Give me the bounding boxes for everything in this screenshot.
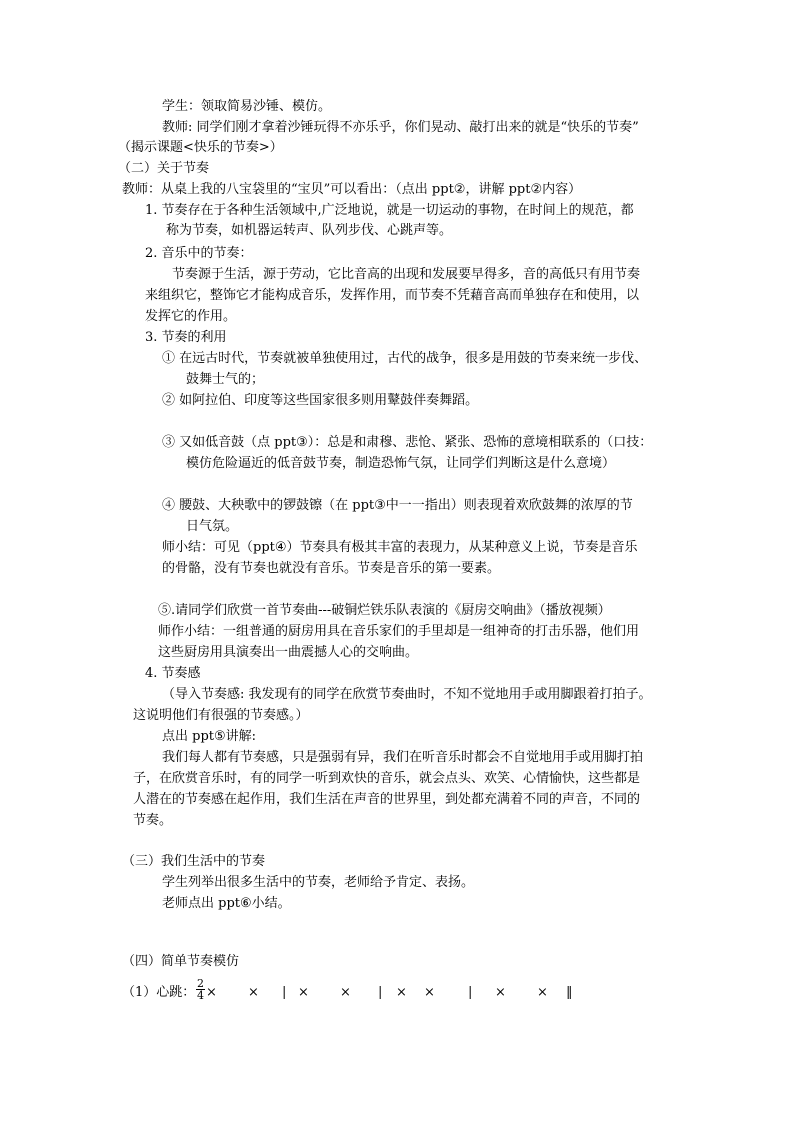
- beat: ×: [206, 985, 217, 1000]
- list-item: 3. 节奏的利用: [145, 330, 227, 345]
- text-line: 点出 ppt⑤讲解:: [162, 729, 257, 744]
- time-signature: [196, 978, 206, 1001]
- list-item: 4. 节奏感: [145, 666, 201, 681]
- beat: ×: [340, 985, 351, 1000]
- text-line: 人潜在的节奏感在起作用，我们生活在声音的世界里，到处都充满着不同的声音，不同的: [133, 792, 641, 807]
- beat: ×: [298, 985, 309, 1000]
- beat: ×: [396, 985, 407, 1000]
- section-heading: （二）关于节奏: [118, 161, 210, 176]
- bar-line: |: [468, 985, 473, 1000]
- text-line: 称为节奏，如机器运转声、队列步伐、心跳声等。: [166, 223, 453, 238]
- sub-item: ③ 又如低音鼓（点 ppt③）：总是和肃穆、悲怆、紧张、恐怖的意境相联系的（口技：: [162, 435, 653, 450]
- text-line: 鼓舞士气的；: [186, 372, 265, 387]
- text-line: 的骨骼，没有节奏也就没有音乐。节奏是音乐的第一要素。: [162, 561, 501, 576]
- bar-line: |: [282, 985, 287, 1000]
- beat: ×: [495, 985, 506, 1000]
- sub-item: ④ 腰鼓、大秧歌中的锣鼓镲（在 ppt③中一一指出）则表现着欢欣鼓舞的浓厚的节: [162, 498, 633, 513]
- final-bar-line: ‖: [566, 985, 573, 1000]
- rhythm-label: （1）心跳：: [122, 985, 196, 1000]
- section-heading: （三）我们生活中的节奏: [122, 854, 266, 869]
- text-line: 这说明他们有很强的节奏感。）: [133, 708, 309, 723]
- section-heading: （四）简单节奏模仿: [122, 954, 240, 969]
- text-line: 师小结：可见（ppt④）节奏具有极其丰富的表现力，从某种意义上说，节奏是音乐: [162, 540, 638, 555]
- beat: ×: [424, 985, 435, 1000]
- beat: ×: [537, 985, 548, 1000]
- text-line: 日气氛。: [186, 519, 239, 534]
- bar-line: |: [378, 985, 383, 1000]
- text-line: （揭示课题<快乐的节奏>）: [118, 140, 283, 155]
- time-sig-bottom: 4: [197, 989, 204, 1002]
- text-line: （导入节奏感: 我发现有的同学在欣赏节奏曲时，不知不觉地用手或用脚跟着打拍子。: [162, 687, 652, 702]
- time-sig-top: 2: [197, 977, 204, 990]
- text-line: 学生：领取简易沙锤、模仿。: [162, 99, 332, 114]
- list-item: 2. 音乐中的节奏：: [145, 246, 253, 261]
- text-line: 模仿危险逼近的低音鼓节奏，制造恐怖气氛，让同学们判断这是什么意境）: [186, 456, 616, 471]
- text-line: 教师：从桌上我的八宝袋里的“宝贝”可以看出：（点出 ppt②，讲解 ppt②内容）: [122, 182, 582, 197]
- text-line: 发挥它的作用。: [145, 309, 237, 324]
- text-line: 老师点出 ppt⑥小结。: [162, 896, 291, 911]
- text-line: 我们每人都有节奏感，只是强弱有异，我们在听音乐时都会不自觉地用手或用脚打拍: [162, 750, 644, 765]
- text-line: 节奏源于生活，源于劳动，它比音高的出现和发展要早得多，音的高低只有用节奏: [172, 267, 641, 282]
- text-line: ⑤.请同学们欣赏一首节奏曲---破铜烂铁乐队表演的《厨房交响曲》（播放视频）: [158, 603, 611, 618]
- text-line: 这些厨房用具演奏出一曲震撼人心的交响曲。: [158, 645, 419, 660]
- text-line: 子，在欣赏音乐时，有的同学一听到欢快的音乐，就会点头、欢笑、心情愉快，这些都是: [133, 771, 641, 786]
- text-line: 教师: 同学们刚才拿着沙锤玩得不亦乐乎，你们晃动、敲打出来的就是“快乐的节奏”: [162, 120, 639, 135]
- sub-item: ② 如阿拉伯、印度等这些国家很多则用鼙鼓伴奏舞蹈。: [162, 393, 479, 408]
- text-line: 学生列举出很多生活中的节奏，老师给予肯定、表扬。: [162, 875, 475, 890]
- sub-item: ① 在远古时代，节奏就被单独使用过，古代的战争，很多是用鼓的节奏来统一步伐、: [162, 351, 648, 366]
- list-item: 1. 节奏存在于各种生活领域中,广泛地说，就是一切运动的事物，在时间上的规范，都: [145, 203, 634, 218]
- text-line: 师作小结：一组普通的厨房用具在音乐家们的手里却是一组神奇的打击乐器，他们用: [158, 624, 640, 639]
- text-line: 来组织它，整饰它才能构成音乐，发挥作用，而节奏不凭藉音高而单独存在和使用，以: [145, 288, 640, 303]
- text-line: 节奏。: [133, 813, 173, 828]
- beat: ×: [248, 985, 259, 1000]
